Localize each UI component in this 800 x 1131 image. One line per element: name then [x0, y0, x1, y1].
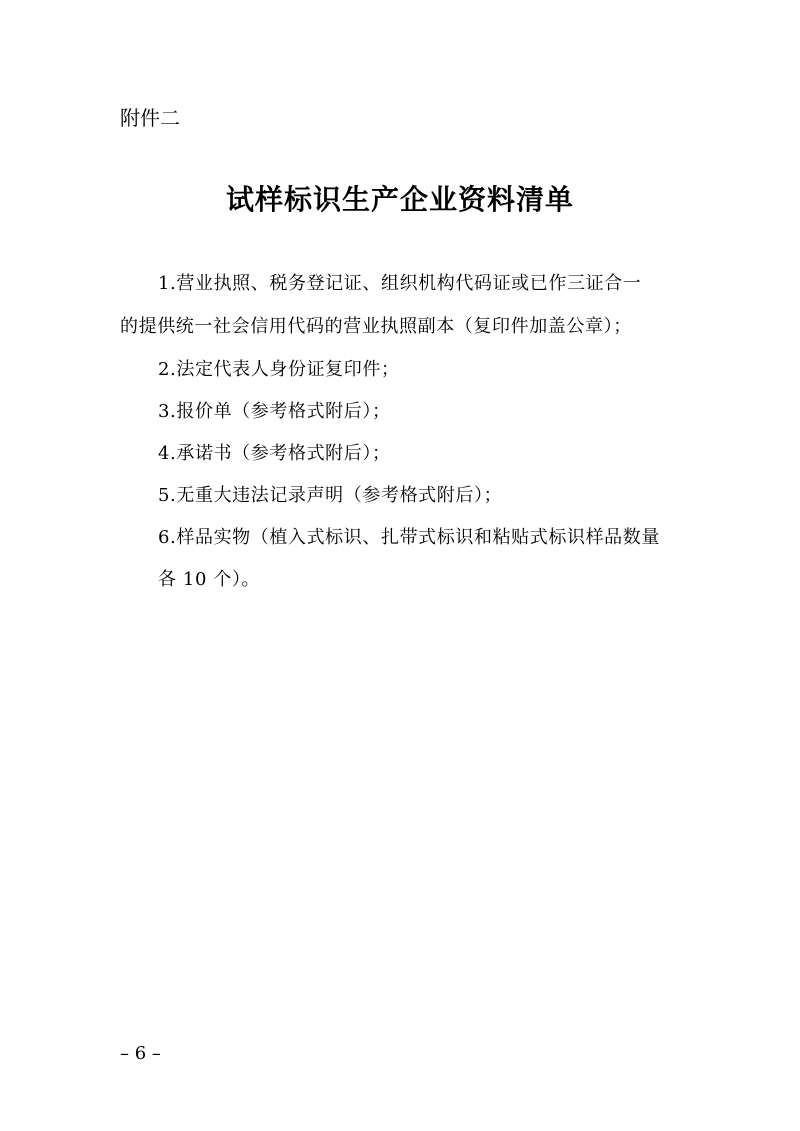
list-item-1-line-2: 的提供统一社会信用代码的营业执照副本（复印件加盖公章）； — [120, 316, 632, 337]
list-item-1-line-1: 1.营业执照、税务登记证、组织机构代码证或已作三证合一 — [158, 273, 642, 294]
list-item-6-line-2: 各 10 个）。 — [158, 569, 261, 590]
document-title: 试样标识生产企业资料清单 — [225, 183, 574, 216]
list-item-3: 3.报价单（参考格式附后）； — [158, 401, 391, 422]
list-item-2: 2.法定代表人身份证复印件； — [158, 359, 400, 380]
page-number: – 6 – — [120, 1043, 161, 1064]
list-item-5: 5.无重大违法记录声明（参考格式附后）； — [158, 485, 503, 506]
list-item-4: 4.承诺书（参考格式附后）； — [158, 443, 391, 464]
attachment-label: 附件二 — [120, 106, 180, 130]
list-item-6-line-1: 6.样品实物（植入式标识、扎带式标识和粘贴式标识样品数量 — [158, 527, 660, 548]
